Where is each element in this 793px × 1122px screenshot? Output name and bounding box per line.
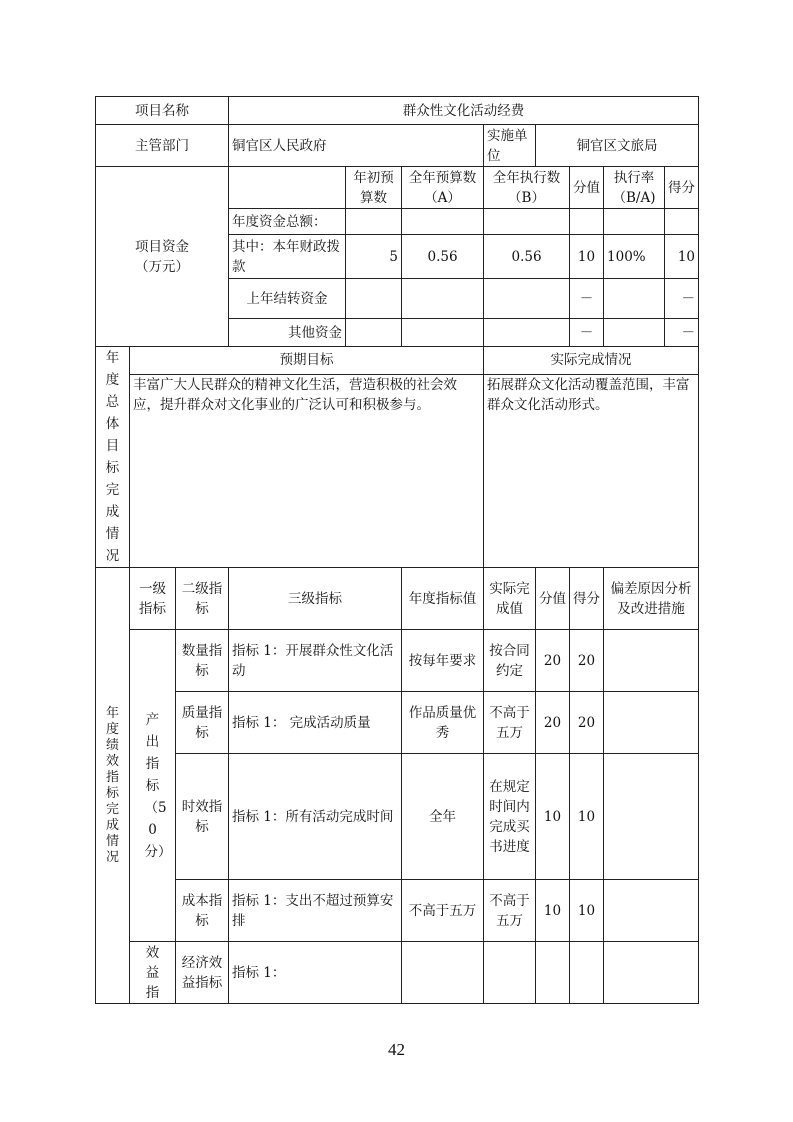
other-score: － [665,319,699,347]
execution-header: 全年执行数（B） [484,167,570,209]
table-row-target: 按每年要求 [402,630,484,692]
expected-goal-header: 预期目标 [130,347,484,375]
table-row-score: 10 [570,754,604,880]
table-row-level2: 质量指标 [176,692,229,754]
table-row-target: 作品质量优秀 [402,692,484,754]
fiscal-rate: 100% [604,235,665,279]
exec-rate-header: 执行率（B/A) [604,167,665,209]
table-row-level2: 数量指标 [176,630,229,692]
table-row-score-value: 10 [536,880,570,942]
fiscal-initial: 5 [346,235,402,279]
performance-table [95,96,699,1004]
table-row-score-value: 10 [536,754,570,880]
table-row-score-value: 20 [536,630,570,692]
actual-goal-text: 拓展群众文化活动覆盖范围，丰富群众文化活动形式。 [484,374,699,567]
level2-header: 二级指标 [176,568,229,630]
score-col-header: 得分 [570,568,604,630]
carryover-label: 上年结转资金 [229,279,346,319]
table-row-target: 不高于五万 [402,880,484,942]
table-row-level2: 时效指标 [176,754,229,880]
actual-goal-header: 实际完成情况 [484,347,699,375]
fiscal-execution: 0.56 [484,235,570,279]
page-number: 42 [388,1040,405,1059]
table-row-score: 10 [570,880,604,942]
analysis-header: 偏差原因分析及改进措施 [604,568,699,630]
table-row-target: 全年 [402,754,484,880]
table-row-indicator: 指标 1： 完成活动质量 [229,692,402,754]
performance-side-label: 年 度 绩 效 指 标 完 成 情 况 [96,568,130,1004]
fiscal-score: 10 [665,235,699,279]
table-row-actual: 不高于五万 [484,692,536,754]
table-row-score: 20 [570,630,604,692]
actual-header: 实际完成值 [484,568,536,630]
carryover-score: － [665,279,699,319]
target-header: 年度指标值 [402,568,484,630]
table-row-actual: 不高于五万 [484,880,536,942]
dept-value: 铜官区人民政府 [229,125,484,167]
other-funds-label: 其他资金 [229,319,346,347]
impl-unit-value: 铜官区文旅局 [536,125,699,167]
funds-label [96,167,229,347]
annual-budget-header: 全年预算数（A） [402,167,484,209]
score-value-header: 分值 [570,167,604,209]
project-name-label: 项目名称 [96,97,229,125]
table-row-score-value: 20 [536,692,570,754]
fiscal-score-value: 10 [570,235,604,279]
level3-header: 三级指标 [229,568,402,630]
score-value-col-header: 分值 [536,568,570,630]
other-score-value: － [570,319,604,347]
table-row-indicator: 指标 1：支出不超过预算安排 [229,880,402,942]
table-row-actual: 在规定时间内完成买书进度 [484,754,536,880]
goals-side-label: 年 度 总 体 目 标 完 成 情 况 [96,347,130,568]
output-group-text: 产出指标（50分） [144,711,172,860]
funds-header-blank [229,167,346,209]
benefit-indicator: 指标 1： [229,942,402,1004]
project-name-value: 群众性文化活动经费 [229,97,699,125]
table-row-score: 20 [570,692,604,754]
carryover-score-value: － [570,279,604,319]
benefit-group-text: 效益指 [145,944,160,1001]
table-row-actual: 按合同约定 [484,630,536,692]
funds-label-text: 项目资金（万元） [135,238,189,275]
fiscal-annual: 0.56 [402,235,484,279]
dept-label: 主管部门 [96,125,229,167]
table-row-level2: 成本指标 [176,880,229,942]
level1-header: 一级指标 [130,568,176,630]
initial-budget-header: 年初预算数 [346,167,402,209]
total-funds-label: 年度资金总额： [229,209,346,235]
benefit-group-label [130,942,176,1004]
fiscal-funds-label: 其中：本年财政拨款 [229,235,346,279]
table-row-indicator: 指标 1：开展群众性文化活动 [229,630,402,692]
score-header: 得分 [665,167,699,209]
output-group-label [130,630,176,942]
table-row-indicator: 指标 1：所有活动完成时间 [229,754,402,880]
benefit-level2: 经济效益指标 [176,942,229,1004]
impl-unit-label: 实施单位 [484,125,536,167]
expected-goal-text: 丰富广大人民群众的精神文化生活，营造积极的社会效应，提升群众对文化事业的广泛认可和积极参与。 [130,374,484,567]
